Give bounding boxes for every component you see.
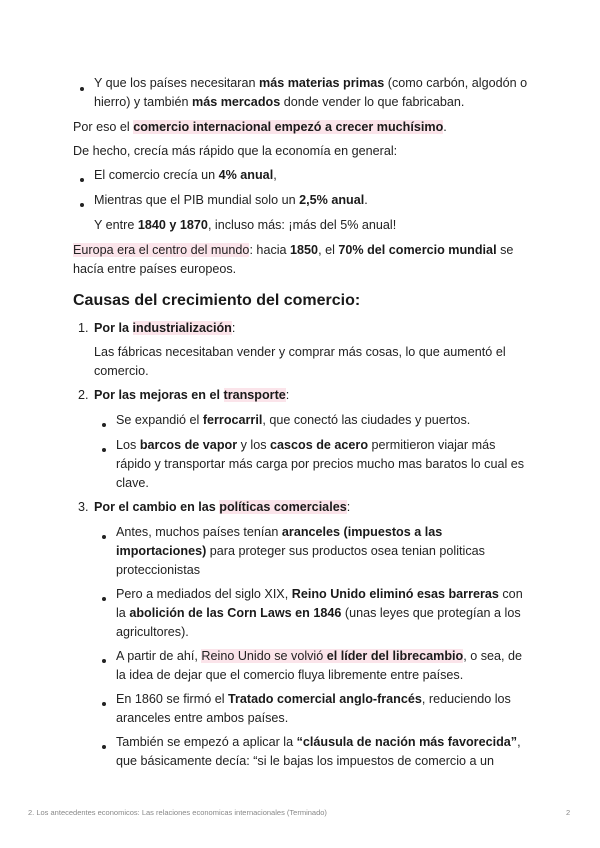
text: En 1860 se firmó el — [116, 692, 229, 706]
list-item-pib — [94, 191, 368, 210]
list-number: 3. — [78, 500, 89, 514]
highlighted-text: transporte — [223, 388, 286, 402]
sub-item-clausula — [116, 733, 536, 771]
sub-item-ferrocarril — [116, 411, 536, 430]
paragraph-comercio-internacional — [73, 118, 543, 137]
text: Pero a mediados del siglo XIX, — [116, 587, 292, 601]
text: con la — [116, 587, 523, 620]
paragraph-europa — [73, 241, 528, 279]
bold-text: 2,5% anual — [299, 193, 365, 207]
text: : — [231, 321, 236, 335]
bold-text: Por la — [94, 321, 133, 335]
text: , — [273, 168, 277, 182]
bold-text: abolición de las Corn Laws en 1846 — [129, 606, 342, 620]
bold-text: Por el cambio en las — [94, 500, 220, 514]
page-number: 2 — [566, 808, 571, 817]
text: Y que los países necesitaran — [94, 76, 259, 90]
bold-text: 70% del comercio mundial — [338, 243, 497, 257]
bold-text: Reino Unido eliminó esas barreras — [291, 587, 499, 601]
text: Antes, muchos países tenían — [116, 525, 282, 539]
sub-item-barcos — [116, 436, 528, 493]
bold-text: 4% anual — [218, 168, 274, 182]
sub-item-corn-laws — [116, 585, 528, 642]
page-footer: 2. Los antecedentes economicos: Las relaciones economicas internacionales (Terminado) — [28, 808, 327, 817]
bullet — [102, 448, 106, 452]
list-number: 1. — [78, 321, 89, 335]
text: : — [346, 500, 351, 514]
text: Y entre — [94, 218, 138, 232]
list-item-industrializacion — [94, 319, 235, 338]
bold-text: “cláusula de nación más favorecida” — [296, 735, 518, 749]
bold-text: Por las mejoras en el — [94, 388, 224, 402]
text: , o sea, de la idea de dejar que el comercio fluya libremente entre países. — [116, 649, 523, 682]
paragraph-materias-primas — [94, 74, 534, 112]
text: . — [364, 193, 368, 207]
highlighted-text: Reino Unido se volvió — [201, 649, 327, 663]
sub-item-librecambio — [116, 647, 528, 685]
text: , reduciendo los aranceles entre ambos países. — [116, 692, 511, 725]
bullet — [102, 423, 106, 427]
section-heading: Causas del crecimiento del comercio: — [73, 292, 361, 309]
bullet — [102, 535, 106, 539]
sub-item-aranceles — [116, 523, 516, 580]
text: Por eso el — [73, 120, 134, 134]
list-number: 2. — [78, 388, 89, 402]
text: , que básicamente decía: “si le bajas los impuestos de comercio a un — [116, 735, 521, 768]
list-item-politicas — [94, 498, 350, 517]
highlighted-text: Europa era el centro del mundo — [73, 243, 250, 257]
bullet — [102, 745, 106, 749]
list-item-comercio — [94, 166, 277, 185]
bold-text: 1850 — [290, 243, 319, 257]
text: , incluso más: ¡más del 5% anual! — [207, 218, 397, 232]
paragraph-de-hecho: De hecho, crecía más rápido que la economía en general: — [73, 144, 398, 158]
text: Mientras que el PIB mundial solo un — [94, 193, 300, 207]
text: permitieron viajar más rápido y transportar más carga por precios mucho mas baratos lo cual es clave. — [116, 438, 525, 490]
bullet — [80, 203, 84, 207]
text: , el — [318, 243, 339, 257]
text: , que conectó las ciudades y puertos. — [262, 413, 471, 427]
highlighted-text: comercio internacional empezó a crecer muchísimo — [133, 120, 444, 134]
highlighted-text: industrialización — [132, 321, 232, 335]
bullet — [102, 659, 106, 663]
text: También se empezó a aplicar la — [116, 735, 297, 749]
bold-text: más materias primas — [259, 76, 385, 90]
bold-text: aranceles (impuestos a las importaciones) — [116, 525, 443, 558]
bold-text: Tratado comercial anglo-francés — [228, 692, 422, 706]
text: : — [285, 388, 290, 402]
text: se hacía entre países europeos. — [73, 243, 514, 276]
text: Los — [116, 438, 140, 452]
text: (como carbón, algodón o hierro) y también — [94, 76, 528, 109]
bullet — [80, 178, 84, 182]
bold-text: más mercados — [192, 95, 281, 109]
text: para proteger sus productos osea tenian politicas proteccionistas — [116, 544, 485, 577]
text: A partir de ahí, — [116, 649, 202, 663]
bullet — [80, 87, 84, 91]
text: donde vender lo que fabricaban. — [280, 95, 465, 109]
text: y los — [237, 438, 271, 452]
paragraph-fabricas: Las fábricas necesitaban vender y comprar más cosas, lo que aumentó el comercio. — [94, 345, 506, 378]
bullet — [102, 702, 106, 706]
bullet — [102, 597, 106, 601]
text: (unas leyes que protegían a los agricultores). — [116, 606, 521, 639]
paragraph-1840-1870 — [94, 216, 396, 235]
sub-item-tratado — [116, 690, 528, 728]
list-item-transporte — [94, 386, 289, 405]
text: Se expandió el — [116, 413, 203, 427]
bold-text: barcos de vapor — [139, 438, 238, 452]
text: El comercio crecía un — [94, 168, 219, 182]
highlighted-text: políticas comerciales — [219, 500, 347, 514]
text: . — [443, 120, 447, 134]
text: : hacia — [249, 243, 291, 257]
bold-text: 1840 y 1870 — [137, 218, 208, 232]
bold-text: cascos de acero — [270, 438, 369, 452]
bold-text: ferrocarril — [202, 413, 263, 427]
highlighted-text: el líder del librecambio — [326, 649, 464, 663]
